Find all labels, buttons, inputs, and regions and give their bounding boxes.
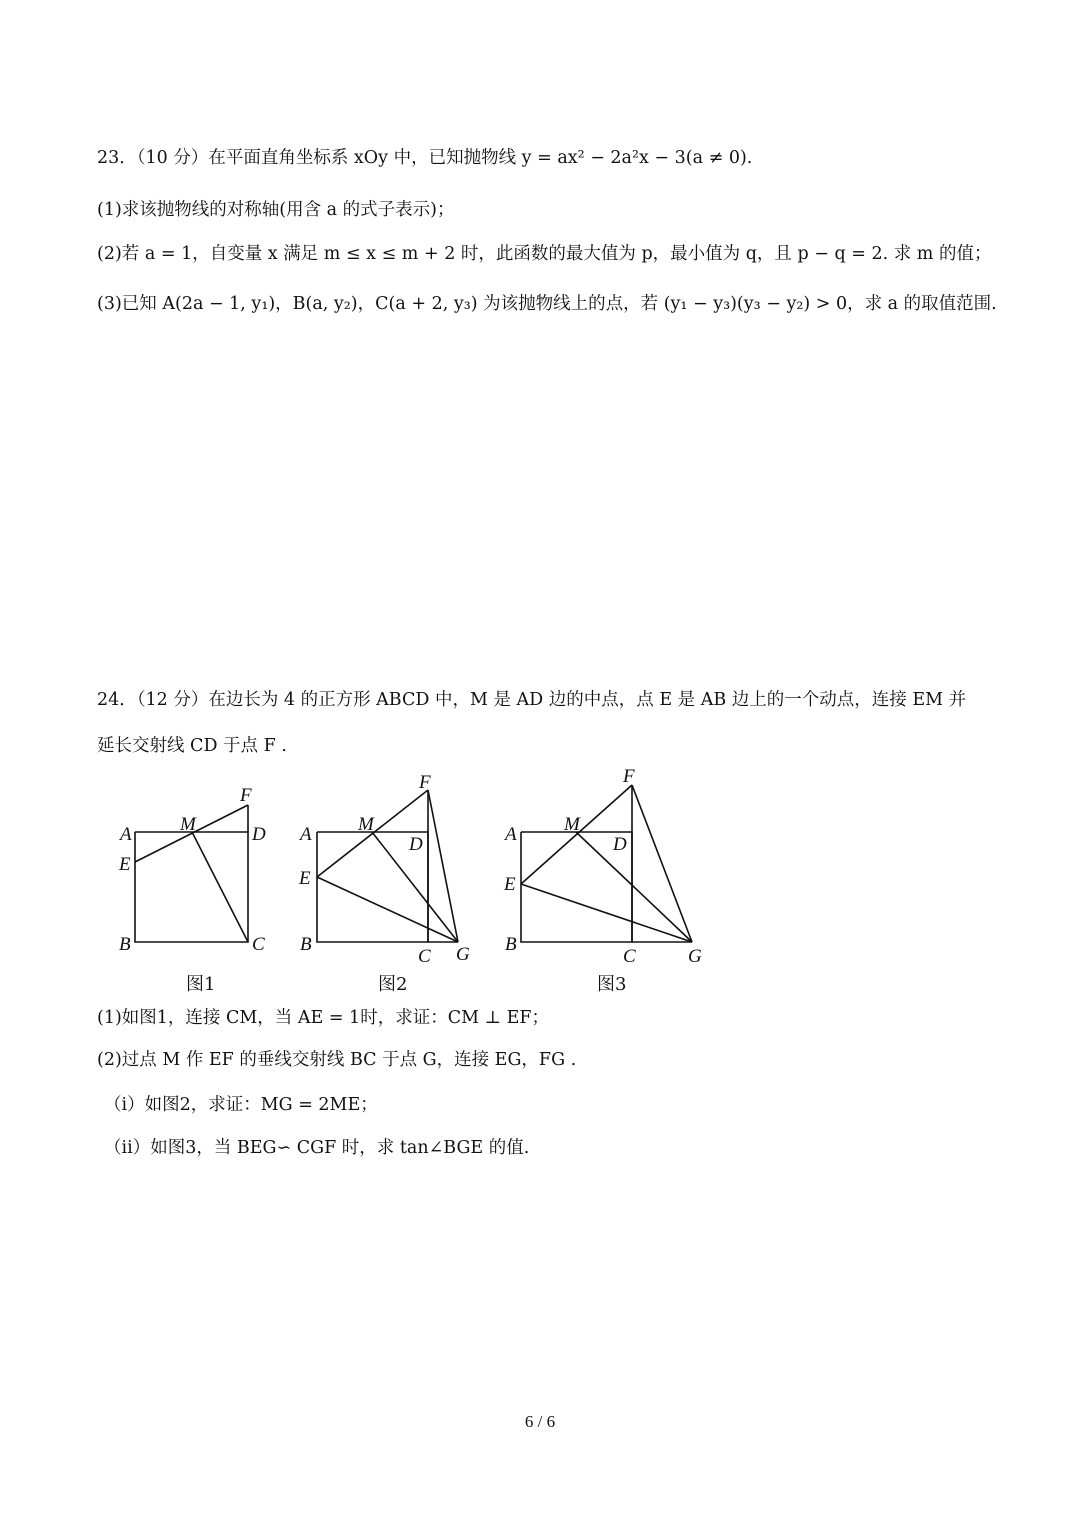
q24-stem-line1: 24．（12 分）在边长为 4 的正方形 ABCD 中，M 是 AD 边的中点，点 E 是 AB 边上的一个动点，连接 EM 并 [97, 690, 967, 710]
fig3-label-M: M [564, 814, 580, 835]
fig3-caption: 图3 [597, 974, 627, 995]
fig3-label-F: F [623, 766, 635, 787]
fig2-label-B: B [300, 934, 312, 955]
fig3-label-D: D [613, 834, 627, 855]
q24-stem-line2: 延长交射线 CD 于点 F . [97, 736, 287, 756]
fig1-label-M: M [180, 814, 196, 835]
fig3-label-B: B [505, 934, 517, 955]
fig2-label-F: F [419, 772, 431, 793]
fig3-line-FG [632, 785, 692, 942]
fig2-label-D: D [409, 834, 423, 855]
fig2-line-EG [317, 877, 458, 942]
q24-part1: (1)如图1，连接 CM，当 AE = 1时，求证：CM ⊥ EF； [97, 1008, 549, 1028]
fig3-label-E: E [504, 874, 516, 895]
fig3-label-A: A [505, 824, 517, 845]
fig1-label-B: B [119, 934, 131, 955]
fig1-caption: 图1 [186, 974, 216, 995]
figure-3 [495, 760, 715, 970]
fig3-line-MG [576, 832, 692, 942]
q24-part2: (2)过点 M 作 EF 的垂线交射线 BC 于点 G，连接 EG，FG . [97, 1050, 577, 1070]
fig2-label-A: A [300, 824, 312, 845]
fig1-label-D: D [252, 824, 266, 845]
figure-2 [290, 768, 480, 968]
q23-part2: (2)若 a = 1，自变量 x 满足 m ≤ x ≤ m + 2 时，此函数的最大值为 p，最小值为 q，且 p − q = 2. 求 m 的值； [97, 244, 992, 264]
fig1-label-E: E [119, 854, 131, 875]
q23-part3: (3)已知 A(2a − 1, y₁)，B(a, y₂)，C(a + 2, y₃) 为该抛物线上的点，若 (y₁ − y₃)(y₃ − y₂) > 0，求 a 的取值范围. [97, 294, 997, 314]
page-number: 6 / 6 [524, 1412, 556, 1431]
fig1-square [135, 832, 248, 942]
figure-1 [110, 780, 280, 960]
fig3-line-EG [521, 884, 692, 942]
q24-part2-ii: （ii）如图3，当 BEG∽ CGF 时，求 tan∠BGE 的值. [104, 1138, 530, 1158]
fig2-label-C: C [418, 946, 431, 967]
q23-stem: 23．（10 分）在平面直角坐标系 xOy 中，已知抛物线 y = ax² − 2a²x − 3(a ≠ 0). [97, 148, 753, 168]
fig2-label-G: G [456, 944, 470, 965]
fig1-label-A: A [120, 824, 132, 845]
fig3-label-G: G [688, 946, 702, 967]
fig1-label-F: F [240, 785, 252, 806]
fig2-line-FG [428, 790, 458, 942]
fig2-label-M: M [358, 814, 374, 835]
fig1-line-CM [192, 832, 248, 942]
fig3-label-C: C [623, 946, 636, 967]
fig1-label-C: C [252, 934, 265, 955]
q24-part2-i: （i）如图2，求证：MG = 2ME； [104, 1095, 378, 1115]
q23-part1: (1)求该抛物线的对称轴(用含 a 的式子表示)； [97, 200, 455, 220]
fig2-caption: 图2 [378, 974, 408, 995]
fig2-label-E: E [299, 868, 311, 889]
